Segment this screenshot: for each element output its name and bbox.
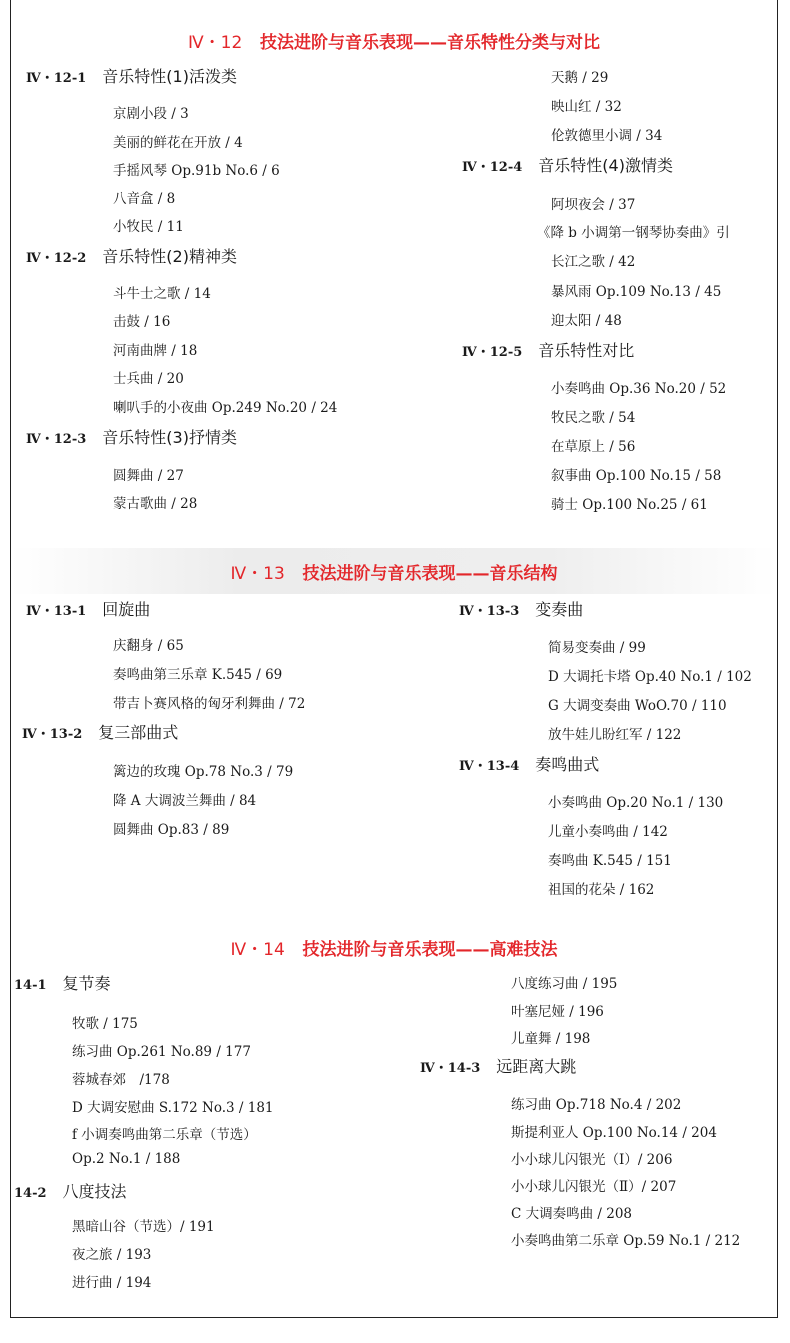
toc-entry[interactable]: 暴风雨 Op.109 No.13 / 45 [551,284,722,300]
toc-entry[interactable]: 进行曲 / 194 [72,1275,152,1291]
section-name: 奏鸣曲式 [535,755,600,774]
section-code: Ⅳ・13-3 [459,604,520,619]
section-12-5-heading [462,338,634,361]
section-code: Ⅳ・12-1 [26,71,87,86]
toc-entry[interactable]: 圆舞曲 / 27 [113,468,184,484]
section-13-2-heading [22,720,178,743]
section-name: 音乐特性(3)抒情类 [102,428,237,447]
section-name: 远距离大跳 [496,1057,577,1076]
section-name: 音乐特性对比 [538,341,635,360]
toc-entry[interactable]: 蓉城春郊 /178 [72,1072,170,1088]
section-name: 变奏曲 [535,600,584,619]
toc-entry[interactable]: 小小球儿闪银光（Ⅰ）/ 206 [511,1152,673,1168]
chapter-14-number: Ⅳ・14 [230,940,285,960]
toc-entry[interactable]: 简易变奏曲 / 99 [548,640,646,656]
toc-entry[interactable]: 夜之旅 / 193 [72,1247,152,1263]
toc-entry[interactable]: 儿童小奏鸣曲 / 142 [548,824,668,840]
toc-entry[interactable]: 黑暗山谷（节选）/ 191 [72,1219,215,1235]
toc-entry[interactable]: 斗牛士之歌 / 14 [113,286,211,302]
section-13-3-heading [459,597,583,620]
toc-entry[interactable]: 奏鸣曲 K.545 / 151 [548,853,672,869]
section-code: Ⅳ・13-4 [459,759,520,774]
toc-entry[interactable]: 骑士 Op.100 No.25 / 61 [551,497,708,513]
section-13-4-heading [459,752,599,775]
toc-entry[interactable]: 篱边的玫瑰 Op.78 No.3 / 79 [113,764,294,780]
toc-entry[interactable]: 击鼓 / 16 [113,314,171,330]
chapter-14-title: 技法进阶与音乐表现——高难技法 [302,940,558,960]
toc-entry[interactable]: 带吉卜赛风格的匈牙利舞曲 / 72 [113,696,306,712]
toc-entry[interactable]: 蒙古歌曲 / 28 [113,496,198,512]
section-name: 复三部曲式 [98,723,179,742]
toc-entry[interactable]: Op.2 No.1 / 188 [72,1151,181,1167]
toc-entry[interactable]: D 大调安慰曲 S.172 No.3 / 181 [72,1100,274,1116]
toc-entry[interactable]: 京剧小段 / 3 [113,106,189,122]
toc-entry[interactable]: 映山红 / 32 [551,99,622,115]
chapter-12-header [11,20,777,66]
toc-entry[interactable]: 牧民之歌 / 54 [551,410,636,426]
toc-entry[interactable]: 奏鸣曲第三乐章 K.545 / 69 [113,667,283,683]
toc-entry[interactable]: f 小调奏鸣曲第二乐章（节选） [72,1127,257,1143]
section-code: Ⅳ・12-2 [26,251,87,266]
toc-entry[interactable]: 小奏鸣曲第二乐章 Op.59 No.1 / 212 [511,1233,741,1249]
section-name: 音乐特性(1)活泼类 [102,67,237,86]
section-12-2-heading [26,244,237,267]
chapter-12-title: 技法进阶与音乐表现——音乐特性分类与对比 [260,33,601,53]
section-name: 八度技法 [62,1182,127,1201]
section-code: Ⅳ・13-1 [26,604,87,619]
section-14-2-heading [14,1179,127,1202]
toc-entry[interactable]: 小牧民 / 11 [113,219,184,235]
toc-entry[interactable]: D 大调托卡塔 Op.40 No.1 / 102 [548,669,752,685]
toc-entry[interactable]: 河南曲牌 / 18 [113,343,198,359]
section-name: 音乐特性(2)精神类 [102,247,237,266]
section-14-1-heading [14,971,111,994]
toc-entry[interactable]: 八度练习曲 / 195 [511,976,618,992]
toc-entry[interactable]: 伦敦德里小调 / 34 [551,128,663,144]
toc-entry[interactable]: 儿童舞 / 198 [511,1031,591,1047]
chapter-12-number: Ⅳ・12 [187,33,243,53]
toc-entry[interactable]: 圆舞曲 Op.83 / 89 [113,822,230,838]
toc-entry[interactable]: 庆翻身 / 65 [113,638,184,654]
toc-entry[interactable]: 八音盒 / 8 [113,191,176,207]
toc-entry[interactable]: 手摇风琴 Op.91b No.6 / 6 [113,163,280,179]
toc-entry[interactable]: 《降 b 小调第一钢琴协奏曲》引 [537,225,730,241]
chapter-14-header [11,924,777,970]
chapter-13-header [11,548,777,594]
toc-entry[interactable]: 练习曲 Op.261 No.89 / 177 [72,1044,251,1060]
section-name: 音乐特性(4)激情类 [538,156,673,175]
toc-entry[interactable]: 阿坝夜会 / 37 [551,197,636,213]
section-code: Ⅳ・13-2 [22,727,83,742]
section-code: Ⅳ・14-3 [420,1061,481,1076]
toc-entry[interactable]: 叶塞尼娅 / 196 [511,1004,604,1020]
toc-entry[interactable]: 放牛娃儿盼红军 / 122 [548,727,682,743]
chapter-13-number: Ⅳ・13 [230,564,285,584]
toc-entry[interactable]: 喇叭手的小夜曲 Op.249 No.20 / 24 [113,400,338,416]
toc-entry[interactable]: G 大调变奏曲 WoO.70 / 110 [548,698,727,714]
chapter-13-title: 技法进阶与音乐表现——音乐结构 [302,564,558,584]
toc-entry[interactable]: 牧歌 / 175 [72,1016,138,1032]
toc-entry[interactable]: 小奏鸣曲 Op.20 No.1 / 130 [548,795,724,811]
toc-entry[interactable]: 长江之歌 / 42 [551,254,636,270]
toc-entry[interactable]: 美丽的鲜花在开放 / 4 [113,135,243,151]
toc-entry[interactable]: 小奏鸣曲 Op.36 No.20 / 52 [551,381,727,397]
section-12-4-heading [462,153,673,176]
toc-entry[interactable]: 天鹅 / 29 [551,70,609,86]
toc-entry[interactable]: 叙事曲 Op.100 No.15 / 58 [551,468,722,484]
toc-entry[interactable]: 祖国的花朵 / 162 [548,882,655,898]
section-code: 14-1 [14,978,47,993]
section-code: Ⅳ・12-3 [26,432,87,447]
section-13-1-heading [26,597,150,620]
toc-entry[interactable]: 在草原上 / 56 [551,439,636,455]
toc-entry[interactable]: 练习曲 Op.718 No.4 / 202 [511,1097,682,1113]
section-12-1-heading [26,64,237,87]
section-code: 14-2 [14,1186,47,1201]
toc-entry[interactable]: 士兵曲 / 20 [113,371,184,387]
section-name: 复节奏 [62,974,111,993]
toc-entry[interactable]: 斯提利亚人 Op.100 No.14 / 204 [511,1125,717,1141]
section-name: 回旋曲 [102,600,151,619]
section-code: Ⅳ・12-4 [462,160,523,175]
section-12-3-heading [26,425,237,448]
toc-entry[interactable]: 小小球儿闪银光（Ⅱ）/ 207 [511,1179,677,1195]
toc-entry[interactable]: C 大调奏鸣曲 / 208 [511,1206,633,1222]
section-code: Ⅳ・12-5 [462,345,523,360]
toc-entry[interactable]: 降 A 大调波兰舞曲 / 84 [113,793,257,809]
toc-entry[interactable]: 迎太阳 / 48 [551,313,622,329]
section-14-3-heading [420,1054,576,1077]
